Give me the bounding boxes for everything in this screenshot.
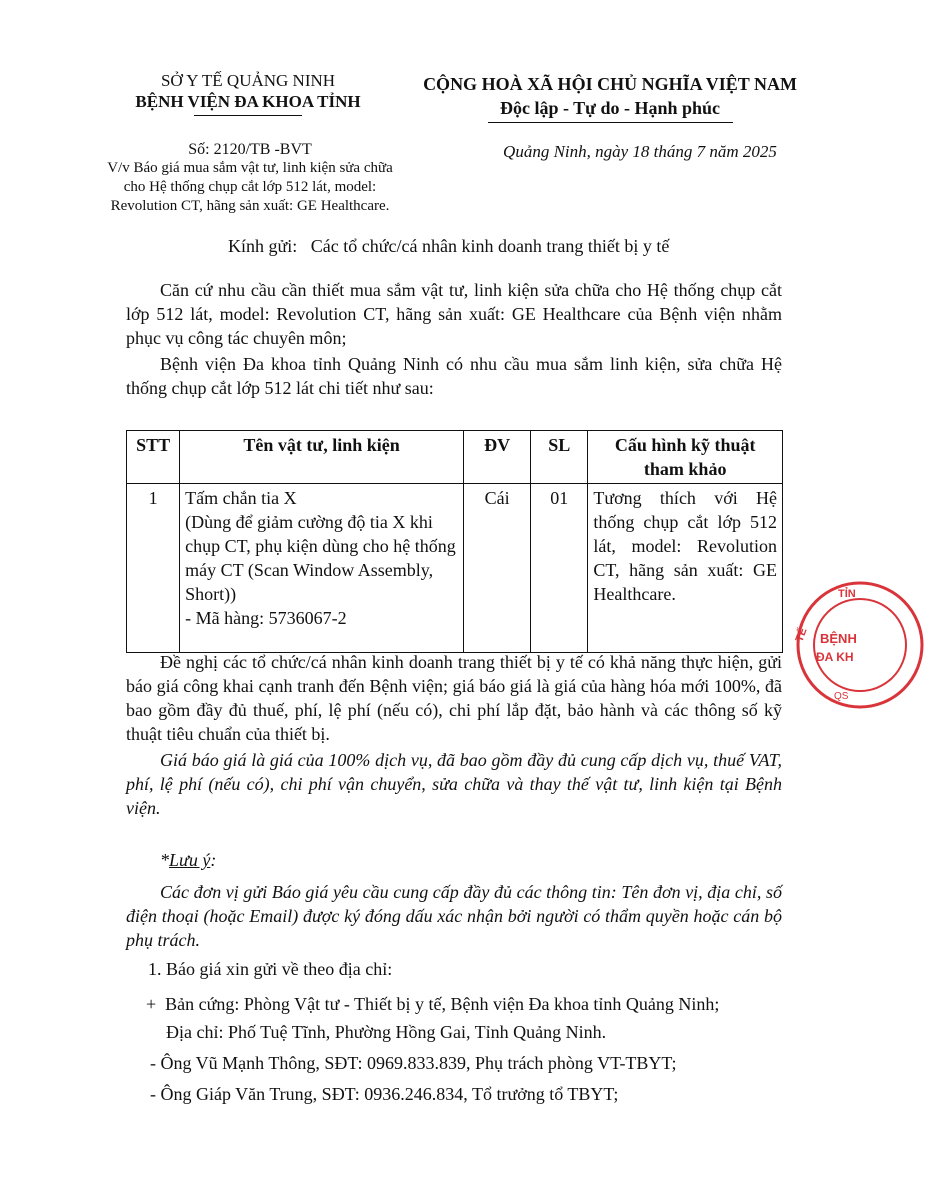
paragraph-need [126, 352, 782, 400]
subject-line-2: cho Hệ thống chụp cắt lớp 512 lát, model: [123, 179, 377, 195]
list-item-contact-2: - Ông Giáp Văn Trung, SĐT: 0936.246.834, Tổ trưởng tổ TBYT; [150, 1084, 619, 1104]
stamp-text-left: TẾ [793, 626, 810, 644]
issuer-block [98, 70, 398, 116]
item-code: - Mã hàng: 5736067-2 [185, 608, 347, 628]
note-suffix: : [210, 850, 217, 870]
table-row [127, 484, 783, 653]
stamp-text-mid2: ĐA KH [816, 650, 854, 664]
document-reference [85, 140, 415, 216]
list-item-contact-1: - Ông Vũ Mạnh Thông, SĐT: 0969.833.839, Phụ trách phòng VT-TBYT; [150, 1053, 677, 1073]
subject-line-3: Revolution CT, hãng sản xuất: GE Healthcare. [110, 198, 390, 214]
note-heading [160, 850, 216, 871]
cell-quantity: 01 [531, 484, 588, 653]
stamp-text-top: TỈN [838, 588, 856, 600]
paragraph-price-terms [126, 748, 782, 820]
header-spec: Cấu hình kỹ thuật tham khảo [588, 431, 783, 484]
issuer-underline [194, 115, 302, 116]
note-prefix: * [160, 850, 169, 870]
header-stt: STT [127, 431, 180, 484]
national-motto: Độc lập - Tự do - Hạnh phúc [499, 98, 721, 118]
parent-organization: SỞ Y TẾ QUẢNG NINH [160, 71, 336, 90]
paragraph-request [126, 650, 782, 746]
items-table [126, 430, 783, 653]
item-description: (Dùng để giảm cường độ tia X khi chụp CT, phụ kiện dùng cho hệ thống máy CT (Scan Window Assembly, Short)) [185, 512, 456, 604]
paragraph-note-text: Các đơn vị gửi Báo giá yêu cầu cung cấp đầy đủ các thông tin: Tên đơn vị, địa chỉ, số điện thoại (hoặc Email) được ký đóng dấu xác nhận bởi người có thẩm quyền hoặc cán bộ phụ trách. [126, 882, 782, 950]
national-heading [410, 72, 810, 123]
paragraph-basis-text: Căn cứ nhu cầu cần thiết mua sắm vật tư, linh kiện sửa chữa cho Hệ thống chụp cắt lớp 512 lát, model: Revolution CT, hãng sản xuất: GE Healthcare của Bệnh viện nhằm phục vụ công tác chuyên môn; [126, 280, 782, 348]
list-item-hard-copy: + Bản cứng: Phòng Vật tư - Thiết bị y tế, Bệnh viện Đa khoa tỉnh Quảng Ninh; [146, 994, 720, 1014]
nation-title: CỘNG HOÀ XÃ HỘI CHỦ NGHĨA VIỆT NAM [423, 74, 797, 94]
place-and-date: Quảng Ninh, ngày 18 tháng 7 năm 2025 [503, 142, 777, 161]
header-quantity: SL [531, 431, 588, 484]
cell-unit: Cái [464, 484, 531, 653]
stamp-text-mid1: BỆNH [820, 631, 857, 646]
note-title: Lưu ý [169, 850, 211, 870]
document-number: Số: 2120/TB -BVT [188, 141, 312, 158]
cell-stt: 1 [127, 484, 180, 653]
list-item-send-address: 1. Báo giá xin gửi về theo địa chỉ: [148, 959, 393, 979]
cell-spec: Tương thích với Hệ thống chụp cắt lớp 512 lát, model: Revolution CT, hãng sản xuất: GE Healthcare. [588, 484, 783, 653]
cell-item-name [180, 484, 464, 653]
paragraph-basis [126, 278, 782, 350]
paragraph-note [126, 880, 782, 952]
motto-underline [488, 122, 733, 123]
addressee-line: Kính gửi: Các tổ chức/cá nhân kinh doanh trang thiết bị y tế [228, 236, 670, 256]
header-unit: ĐV [464, 431, 531, 484]
paragraph-need-text: Bệnh viện Đa khoa tỉnh Quảng Ninh có nhu cầu mua sắm linh kiện, sửa chữa Hệ thống chụp cắt lớp 512 lát chi tiết như sau: [126, 354, 782, 398]
list-item-street-address: Địa chỉ: Phố Tuệ Tĩnh, Phường Hồng Gai, Tỉnh Quảng Ninh. [166, 1022, 607, 1042]
issuing-organization: BỆNH VIỆN ĐA KHOA TỈNH [135, 92, 361, 111]
paragraph-request-text: Đề nghị các tổ chức/cá nhân kinh doanh trang thiết bị y tế có khả năng thực hiện, gửi báo giá công khai cạnh tranh đến Bệnh viện; giá báo giá là giá của hàng hóa mới 100%, đã bao gồm đầy đủ thuế, phí, lệ phí (nếu có), chi phí lắp đặt, bảo hành và các thông số kỹ thuật tiêu chuẩn của thiết bị. [126, 652, 782, 744]
paragraph-price-terms-text: Giá báo giá là giá của 100% dịch vụ, đã bao gồm đầy đủ cung cấp dịch vụ, thuế VAT, phí, lệ phí (nếu có), chi phí vận chuyển, sửa chữa và thay thế vật tư, linh kiện tại Bệnh viện. [126, 750, 782, 818]
subject-line-1: V/v Báo giá mua sắm vật tư, linh kiện sửa chữa [107, 160, 393, 176]
stamp-text-bottom: QS [834, 691, 849, 702]
item-name: Tấm chắn tia X [185, 488, 297, 508]
table-header-row [127, 431, 783, 484]
official-stamp [790, 575, 930, 715]
header-item-name: Tên vật tư, linh kiện [180, 431, 464, 484]
